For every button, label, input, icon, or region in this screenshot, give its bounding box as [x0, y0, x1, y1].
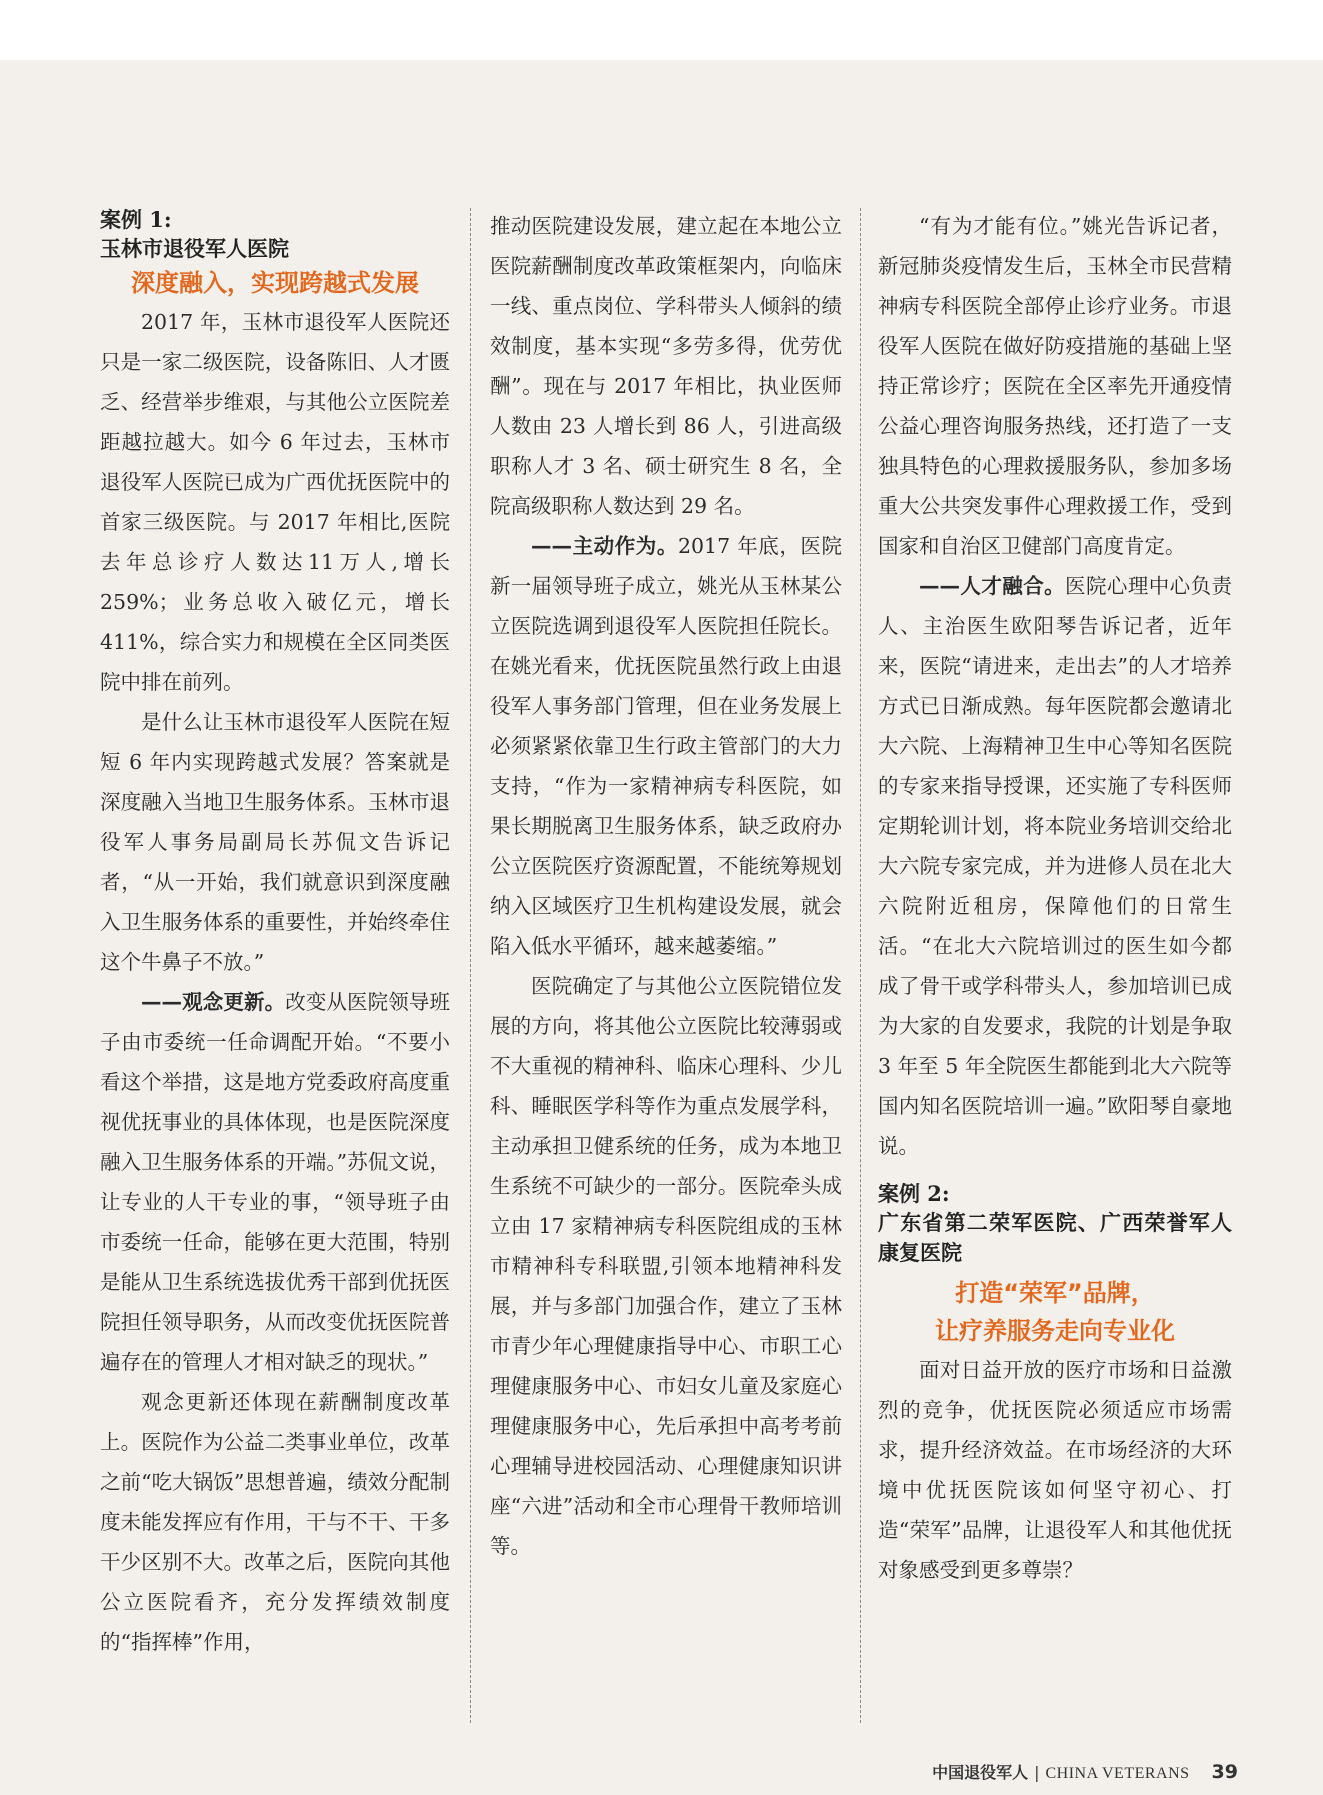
paragraph	[490, 526, 842, 966]
case-1-title: 深度融入，实现跨越式发展	[131, 269, 419, 297]
paragraph: “有为才能有位。”姚光告诉记者，新冠肺炎疫情发生后，玉林全市民营精神病专科医院全部停止诊疗业务。市退役军人医院在做好防疫措施的基础上坚持正常诊疗；医院在全区率先开通疫情公益心理咨询服务热线，还打造了一支独具特色的心理救援服务队，参加多场重大公共突发事件心理救援工作，受到国家和自治区卫健部门高度肯定。	[878, 214, 1232, 558]
magazine-page	[0, 60, 1323, 1795]
case-1-label: 案例 1:	[100, 207, 172, 232]
page-footer	[932, 1760, 1238, 1783]
footer-separator: |	[1034, 1763, 1040, 1782]
case-2-title-line-1: 打造“荣军”品牌，	[955, 1279, 1155, 1307]
article-column-3	[878, 206, 1232, 1590]
paragraph: 观念更新还体现在薪酬制度改革上。医院作为公益二类事业单位，改革之前“吃大锅饭”思想普遍，绩效分配制度未能发挥应有作用，干与不干、干多干少区别不大。改革之后，医院向其他公立医院看齐，充分发挥绩效制度的“指挥棒”作用，	[100, 1390, 450, 1654]
case-2-organization: 广东省第二荣军医院、广西荣誉军人康复医院	[878, 1210, 1232, 1265]
paragraph-continued: 推动医院建设发展，建立起在本地公立医院薪酬制度改革政策框架内，向临床一线、重点岗位、学科带头人倾斜的绩效制度，基本实现“多劳多得，优劳优酬”。现在与 2017 年相比，执业医师人数由 23 人增长到 86 人，引进高级职称人才 3 名、硕士研究生 8 名，全院高级职称人数达到 29 名。	[490, 214, 842, 518]
paragraph: 医院确定了与其他公立医院错位发展的方向，将其他公立医院比较薄弱或不大重视的精神科、临床心理科、少儿科、睡眠医学科等作为重点发展学科，主动承担卫健系统的任务，成为本地卫生系统不可缺少的一部分。医院牵头成立由 17 家精神病专科医院组成的玉林市精神科专科联盟,引领本地精神科发展，并与多部门加强合作，建立了玉林市青少年心理健康指导中心、市职工心理健康服务中心、市妇女儿童及家庭心理健康服务中心，先后承担中高考考前心理辅导进校园活动、心理健康知识讲座“六进”活动和全市心理骨干教师培训等。	[490, 974, 842, 1558]
case-1-organization: 玉林市退役军人医院	[100, 236, 289, 261]
page-number: 39	[1211, 1761, 1238, 1783]
article-column-2	[490, 206, 842, 1566]
magazine-english-name: CHINA VETERANS	[1045, 1765, 1190, 1782]
column-divider	[470, 208, 471, 1723]
section-lead: ——主动作为。	[531, 534, 678, 558]
paragraph: 面对日益开放的医疗市场和日益激烈的竞争，优抚医院必须适应市场需求，提升经济效益。在市场经济的大环境中优抚医院该如何坚守初心、打造“荣军”品牌，让退役军人和其他优抚对象感受到更多尊崇？	[878, 1358, 1232, 1582]
case-2-label: 案例 2:	[878, 1181, 950, 1206]
paragraph-text: 2017 年底，医院新一届领导班子成立，姚光从玉林某公立医院选调到退役军人医院担任院长。在姚光看来，优抚医院虽然行政上由退役军人事务部门管理，但在业务发展上必须紧紧依靠卫生行政主管部门的大力支持，“作为一家精神病专科医院，如果长期脱离卫生服务体系，缺乏政府办公立医院医疗资源配置，不能统筹规划纳入区域医疗卫生机构建设发展，就会陷入低水平循环，越来越萎缩。”	[490, 534, 843, 958]
paragraph	[878, 566, 1232, 1166]
section-lead: ——观念更新。	[141, 990, 286, 1014]
paragraph	[100, 982, 450, 1382]
column-divider	[860, 208, 861, 1723]
article-column-1	[100, 206, 450, 1662]
paragraph-text: 改变从医院领导班子由市委统一任命调配开始。“不要小看这个举措，这是地方党委政府高度重视优抚事业的具体体现，也是医院深度融入卫生服务体系的开端。”苏侃文说，让专业的人干专业的事，“领导班子由市委统一任命，能够在更大范围，特别是能从卫生系统选拔优秀干部到优抚医院担任领导职务，从而改变优抚医院普遍存在的管理人才相对缺乏的现状。”	[100, 990, 451, 1374]
paragraph: 是什么让玉林市退役军人医院在短短 6 年内实现跨越式发展？答案就是深度融入当地卫生服务体系。玉林市退役军人事务局副局长苏侃文告诉记者，“从一开始，我们就意识到深度融入卫生服务体系的重要性，并始终牵住这个牛鼻子不放。”	[100, 710, 450, 974]
magazine-name: 中国退役军人	[932, 1763, 1029, 1782]
paragraph-text: 医院心理中心负责人、主治医生欧阳琴告诉记者，近年来，医院“请进来，走出去”的人才培养方式已日渐成熟。每年医院都会邀请北大六院、上海精神卫生中心等知名医院的专家来指导授课，还实施了专科医师定期轮训计划，将本院业务培训交给北大六院专家完成，并为进修人员在北大六院附近租房，保障他们的日常生活。“在北大六院培训过的医生如今都成了骨干或学科带头人，参加培训已成为大家的自发要求，我院的计划是争取 3 年至 5 年全院医生都能到北大六院等国内知名医院培训一遍。”欧阳琴自豪地说。	[878, 574, 1233, 1158]
case-2-title-line-2: 让疗养服务走向专业化	[935, 1317, 1175, 1345]
paragraph: 2017 年，玉林市退役军人医院还只是一家二级医院，设备陈旧、人才匮乏、经营举步维艰，与其他公立医院差距越拉越大。如今 6 年过去，玉林市退役军人医院已成为广西优抚医院中的首家三级医院。与 2017 年相比,医院去年总诊疗人数达11万人,增长 259%；业务总收入破亿元，增长 411%，综合实力和规模在全区同类医院中排在前列。	[100, 310, 450, 694]
section-lead: ——人才融合。	[919, 574, 1066, 598]
